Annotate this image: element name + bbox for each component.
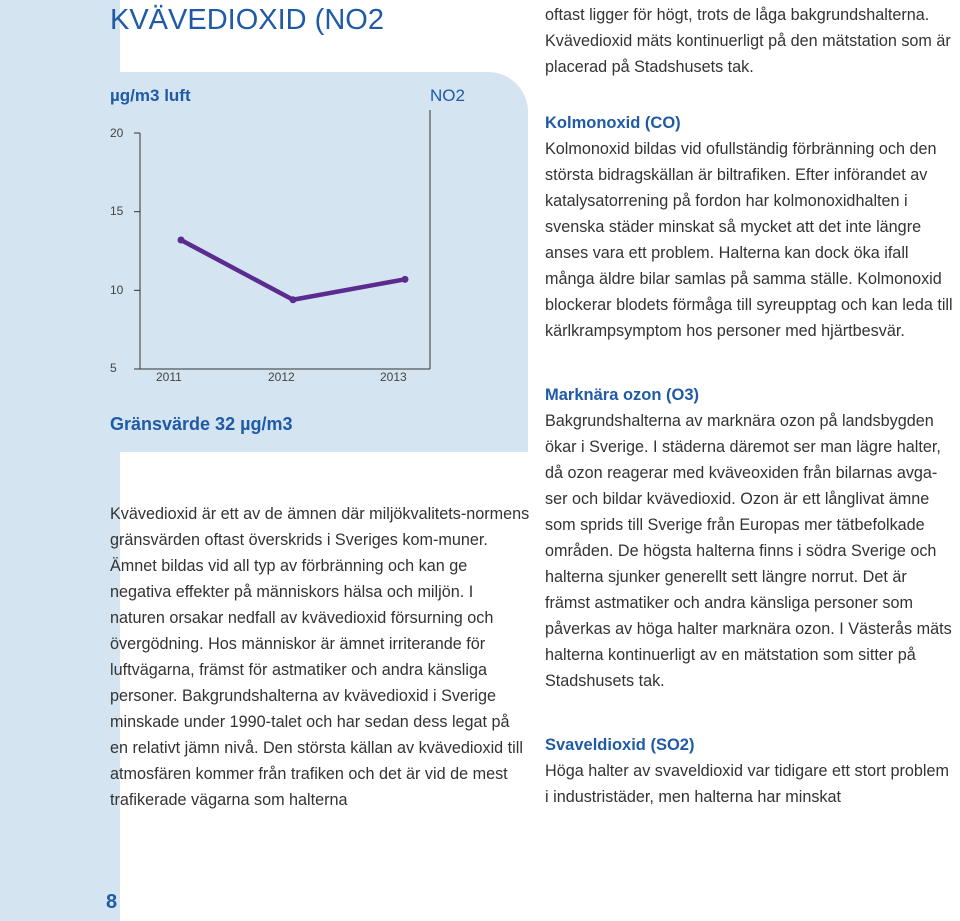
section-gap xyxy=(545,694,955,732)
left-column-text xyxy=(110,501,530,813)
no2-paragraph: Kvävedioxid är ett av de ämnen där miljökvalitets-normens gränsvärden oftast överskrids i Sveriges kom-muner. Ämnet bildas vid all typ av förbränning och kan ge negativa effekter på människors hälsa och miljön. I naturen orsakar nedfall av kvävedioxid försurning och övergödning. Hos människor är ämnet irriterande för luftvägarna, främst för astmatiker och andra känsliga personer. Bakgrundshalterna av kvävedioxid i Sverige minskade under 1990-talet och har sedan dess legat på en relativt jämn nivå. Den största källan av kvävedioxid till atmosfären kommer från trafiken och det är vid de mest trafikerade vägarna som halterna xyxy=(110,505,530,809)
chart-y-label: µg/m3 luft xyxy=(110,86,191,105)
co-section-text: Kolmonoxid bildas vid ofullständig förbränning och den största bidragskällan är biltrafiken. Efter införandet av katalysatorrening på fordon har kolmonoxidhalten i svenska städer minskat så mycket att det inte längre anses vara ett problem. Halterna kan dock öka ifall många äldre bilar samlas på samma ställe. Kolmonoxid blockerar blodets förmåga till syreupptag och kan leda till kärlkrampsymptom hos personer med hjärtbesvär. xyxy=(545,140,953,340)
section-gap xyxy=(545,80,955,110)
ozone-section-text: Bakgrundshalterna av marknära ozon på landsbygden ökar i Sverige. I städerna däremot ser man lägre halter, då ozon reagerar med kväveoxiden från bilarnas avga-ser och bildar kvävedioxid. Ozon är ett långlivat ämne som sprids till Sverige från Europas mer tätbefolkade områden. De högsta halterna finns i södra Sverige och halterna sjunker generellt sett längre norrut. Det är främst astmatiker och andra känsliga personer som påverkas av höga halter marknära ozon. I Västerås mäts halterna kontinuerligt av en mätstation som sitter på Stadshusets tak. xyxy=(545,412,952,690)
x-tick-label: 2013 xyxy=(380,370,407,384)
limit-value-label: Gränsvärde 32 µg/m3 xyxy=(110,414,293,434)
y-tick-label: 15 xyxy=(110,204,124,218)
x-tick-label: 2012 xyxy=(268,370,295,384)
ozone-section-title: Marknära ozon (O3) xyxy=(545,386,700,404)
right-column-text xyxy=(545,2,955,810)
section-gap xyxy=(545,344,955,382)
page-heading: KVÄVEDIOXID (NO2 xyxy=(110,4,384,36)
so2-section-text: Höga halter av svaveldioxid var tidigare ett stort problem i industristäder, men halterna har minskat xyxy=(545,762,949,806)
y-tick-label: 5 xyxy=(110,361,117,375)
x-tick-label: 2011 xyxy=(156,370,182,384)
so2-section-title: Svaveldioxid (SO2) xyxy=(545,736,695,754)
chart-panel xyxy=(0,72,528,452)
y-tick-label: 20 xyxy=(110,126,124,140)
page-number: 8 xyxy=(106,891,118,913)
y-tick-label: 10 xyxy=(110,283,124,297)
chart-series-label: NO2 xyxy=(430,86,465,105)
no2-paragraph-continued: oftast ligger för högt, trots de låga bakgrundshalterna. Kvävedioxid mäts kontinuerligt på den mätstation som är placerad på Stadshusets tak. xyxy=(545,6,951,76)
co-section-title: Kolmonoxid (CO) xyxy=(545,114,681,132)
